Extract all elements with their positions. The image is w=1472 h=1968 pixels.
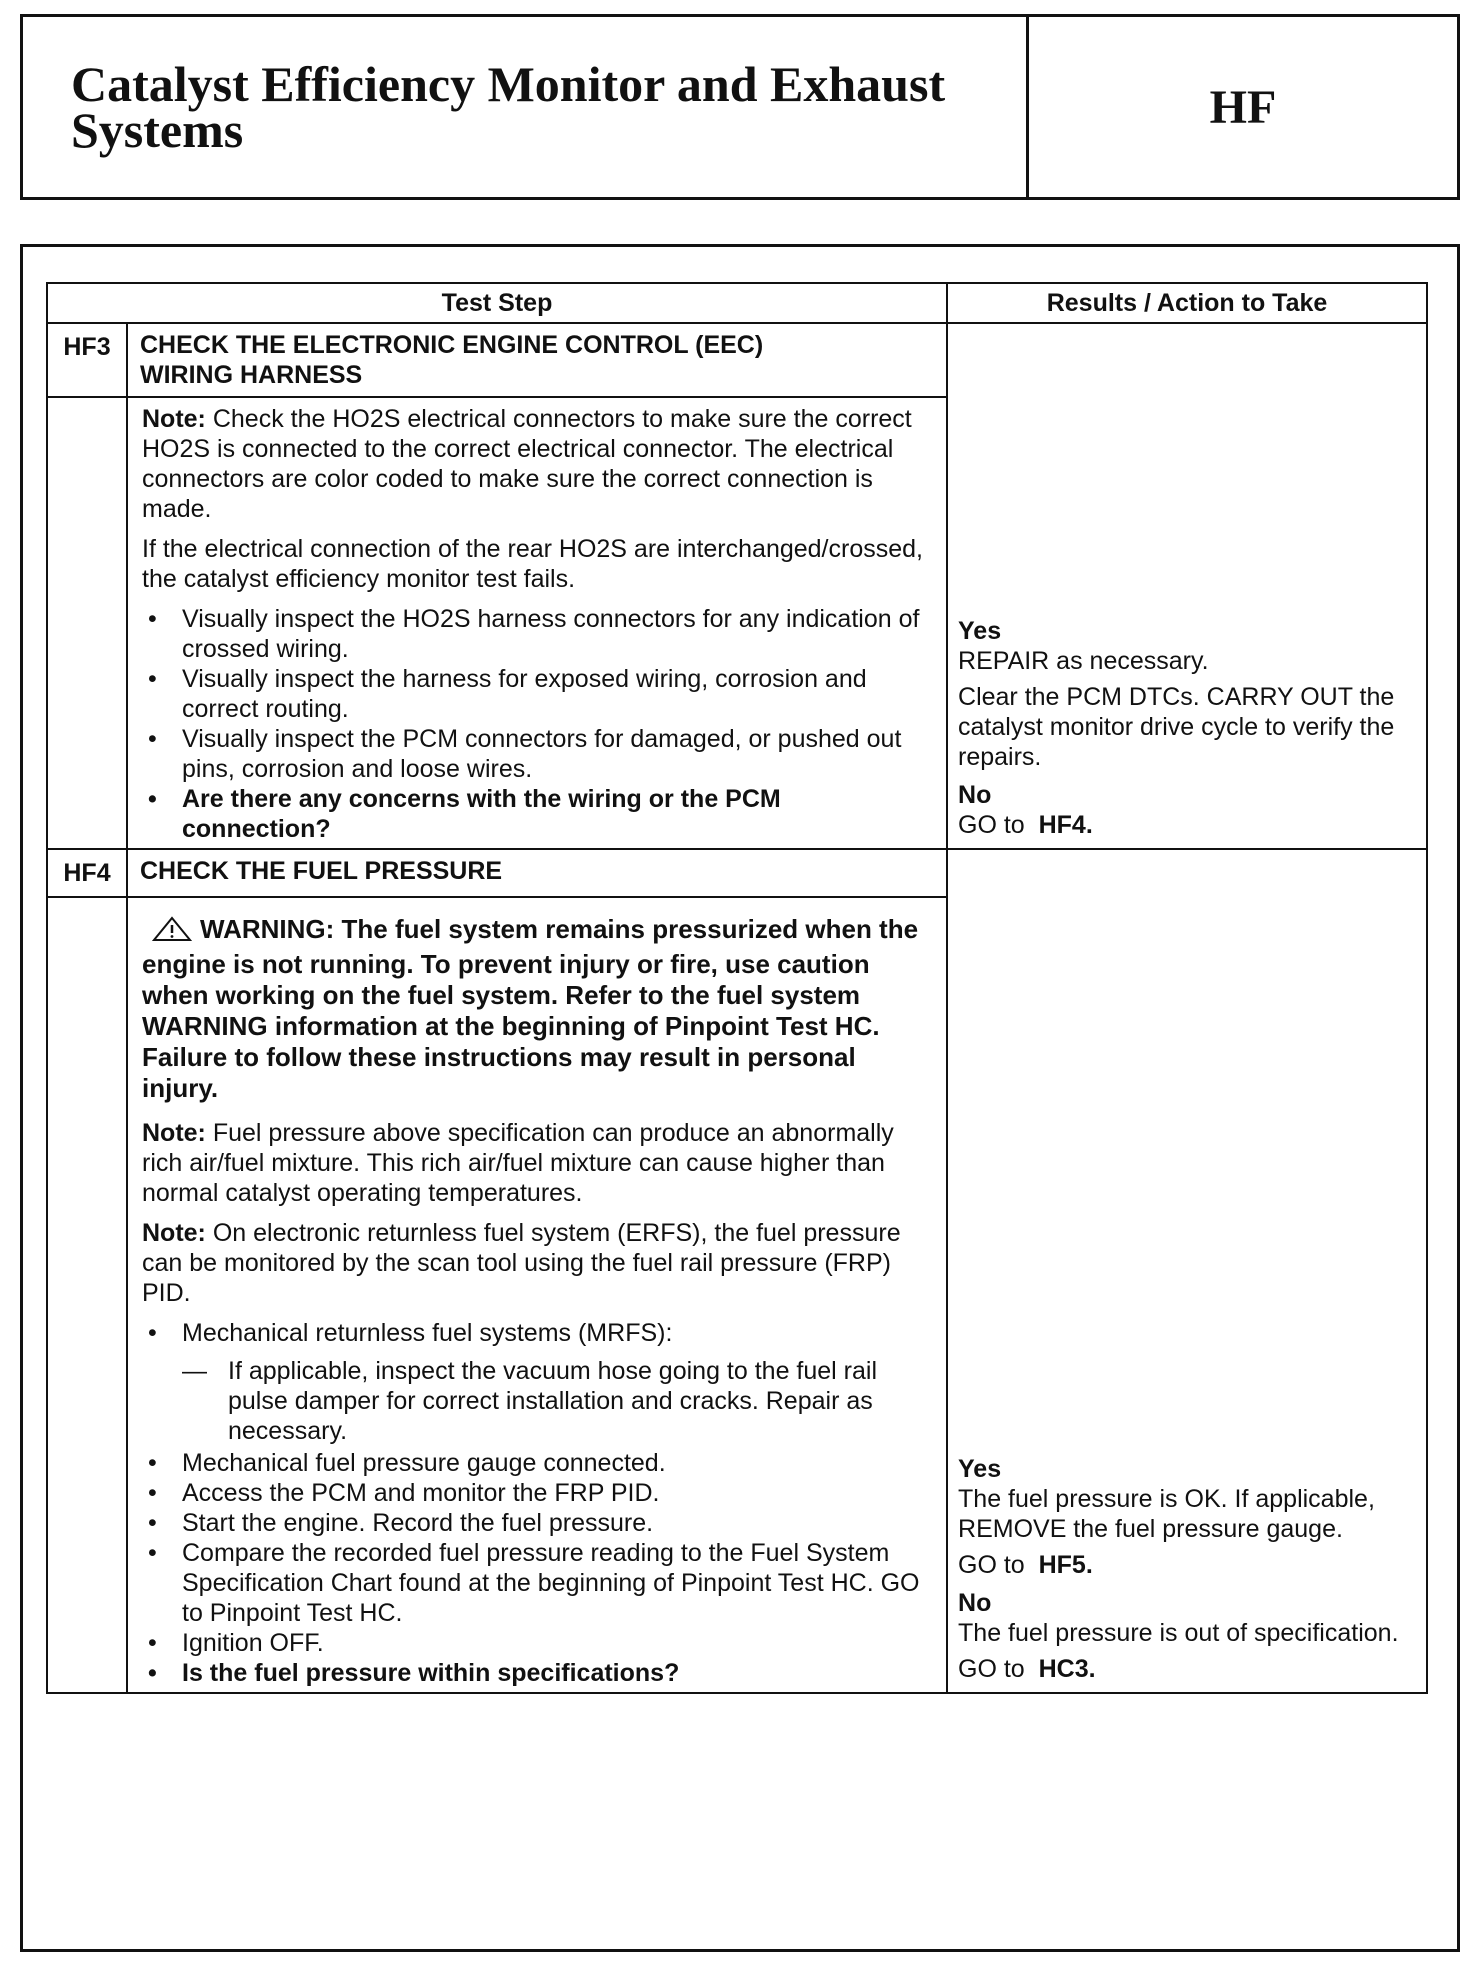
hf4-yes-target: HF5. [1038,1551,1093,1579]
hf4-id-spacer [47,897,127,1693]
hf4-bullet-6: • Ignition OFF. [182,1628,932,1658]
hf3-step-id: HF3 [47,323,127,397]
hf3-results [947,323,1427,849]
hf4-yes-label: Yes [958,1455,1002,1483]
hf3-note-label: Note: [142,405,206,433]
hf4-no-action [958,1654,1416,1684]
section-title-line1: Catalyst Efficiency Monitor and Exhaust [71,56,946,112]
hf4-step-id: HF4 [47,849,127,897]
hf4-warning-text: WARNING: The fuel system remains pressurized when the engine is not running. To prevent injury or fire, use caution when working on the fuel system. Refer to the fuel system WARNING information at the beginning of Pinpoint Test HC. Failure to follow these instructions may result in personal injury. [142,914,919,1103]
hf3-step-title [127,323,947,397]
hf4-bullet-3: • Access the PCM and monitor the FRP PID. [182,1478,932,1508]
hf3-note [142,404,932,524]
hf4-results [947,849,1427,1693]
hf4-note-2 [142,1218,932,1308]
hf4-yes-line1: The fuel pressure is OK. If applicable, REMOVE the fuel pressure gauge. [958,1485,1375,1543]
hf4-note-1 [142,1118,932,1208]
hf3-title-line1: CHECK THE ELECTRONIC ENGINE CONTROL (EEC) [140,331,764,359]
hf4-bullet-4: • Start the engine. Record the fuel pressure. [182,1508,932,1538]
hf3-bullet-1: • Visually inspect the HO2S harness connectors for any indication of crossed wiring. [182,604,932,664]
warning-triangle-icon [152,916,192,949]
hf4-note1-text: Fuel pressure above specification can produce an abnormally rich air/fuel mixture. This rich air/fuel mixture can cause higher than normal catalyst operating temperatures. [142,1119,894,1207]
hf4-bullet-5: • Compare the recorded fuel pressure reading to the Fuel System Specification Chart found at the beginning of Pinpoint Test HC. GO to Pinpoint Test HC. [182,1538,932,1628]
hf4-yes-go: GO to [958,1551,1025,1579]
test-step-table [46,282,1428,1694]
hf4-warning [142,914,932,1104]
hf3-yes-label: Yes [958,617,1002,645]
hf4-no-go: GO to [958,1655,1025,1683]
hf4-note2-label: Note: [142,1219,206,1247]
section-title [23,17,1029,197]
hf4-note2-text: On electronic returnless fuel system (ERFS), the fuel pressure can be monitored by the scan tool using the fuel rail pressure (FRP) PID. [142,1219,901,1307]
hf3-yes-line1: REPAIR as necessary. [958,647,1209,675]
hf4-no-target: HC3. [1038,1655,1096,1683]
hf4-bullet-question: • Is the fuel pressure within specifications? [182,1658,932,1688]
hf3-paragraph: If the electrical connection of the rear HO2S are interchanged/crossed, the catalyst efficiency monitor test fails. [142,535,923,593]
hf4-no-label: No [958,1589,992,1617]
hf3-bullet-list [142,604,932,844]
hf4-dash-item: — If applicable, inspect the vacuum hose going to the fuel rail pulse damper for correct installation and cracks. Repair as necessary. [182,1356,932,1446]
hf3-step-body [127,397,947,849]
hf4-bullet-2: • Mechanical fuel pressure gauge connected. [182,1448,932,1478]
hf4-title-row [47,849,1427,897]
hf3-no-label: No [958,781,992,809]
table-header-row [47,283,1427,323]
section-title-line2: Systems [71,102,244,158]
hf4-step-title: CHECK THE FUEL PRESSURE [127,849,947,897]
hf3-yes-line2: Clear the PCM DTCs. CARRY OUT the catalyst monitor drive cycle to verify the repairs. [958,683,1395,771]
hf3-bullet-2: • Visually inspect the harness for exposed wiring, corrosion and correct routing. [182,664,932,724]
hf4-bullet-1 [182,1318,932,1446]
hf3-note-text: Check the HO2S electrical connectors to make sure the correct HO2S is connected to the correct electrical connector. The electrical connectors are color coded to make sure the correct connection is made. [142,405,912,523]
hf4-note1-label: Note: [142,1119,206,1147]
hf3-no-go: GO to [958,811,1025,839]
hf4-no-line1: The fuel pressure is out of specification. [958,1619,1399,1647]
page-header [20,14,1460,200]
hf4-yes-action [958,1550,1416,1580]
hf4-step-body [127,897,947,1693]
hf3-bullet-question: • Are there any concerns with the wiring or the PCM connection? [182,784,932,844]
hf3-id-spacer [47,397,127,849]
results-header: Results / Action to Take [947,283,1427,323]
hf3-title-line2: WIRING HARNESS [140,361,363,389]
section-code: HF [1209,80,1277,134]
hf4-bullet-list [142,1318,932,1688]
test-step-header: Test Step [47,283,947,323]
hf3-no-action [958,810,1416,840]
hf3-no-target: HF4. [1038,811,1093,839]
hf3-title-row [47,323,1427,397]
hf4-bullet-1-text: Mechanical returnless fuel systems (MRFS): [182,1319,673,1347]
hf3-bullet-3: • Visually inspect the PCM connectors for damaged, or pushed out pins, corrosion and loose wires. [182,724,932,784]
